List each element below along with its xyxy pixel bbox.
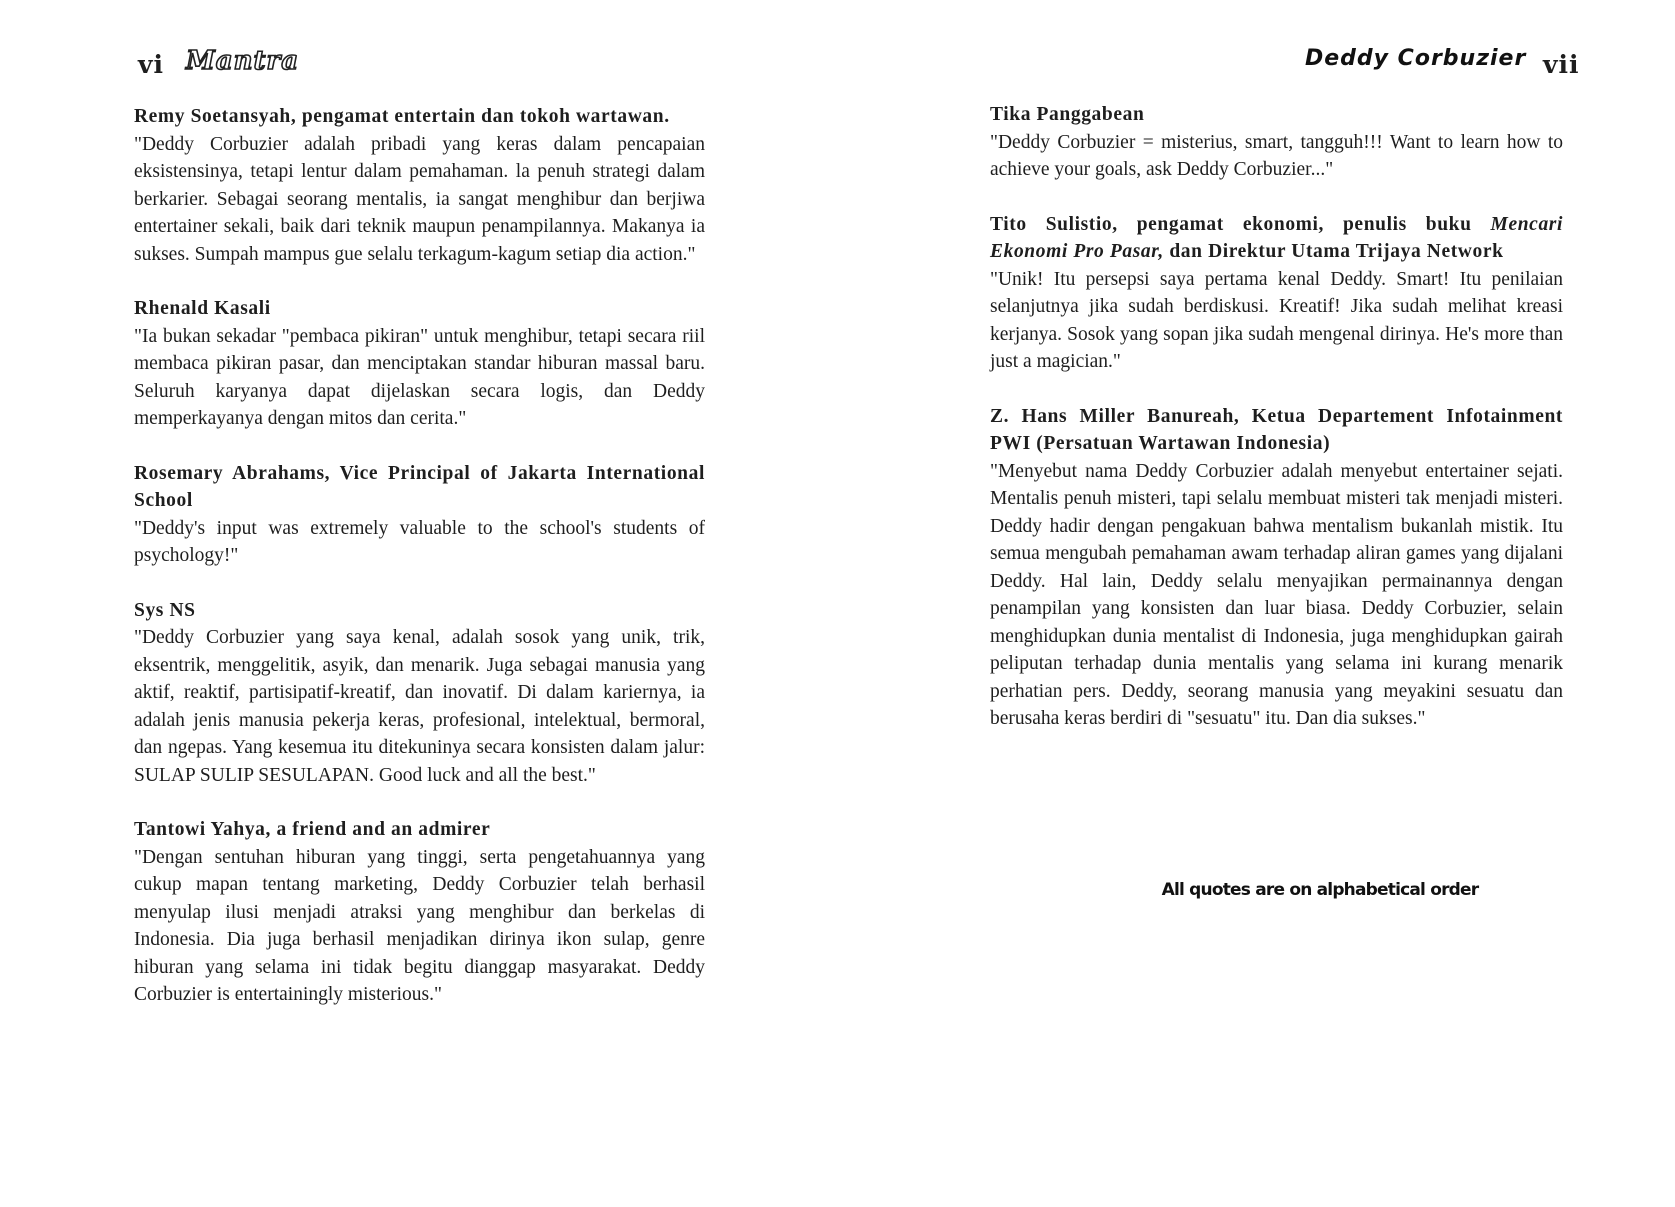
left-page-number: vi bbox=[138, 50, 165, 79]
quote-sys-ns bbox=[134, 597, 705, 790]
quote-author: Sys NS bbox=[134, 599, 196, 621]
quote-text: "Unik! Itu persepsi saya pertama kenal Deddy. Smart! Itu penilaian selanjutnya jika sudah berdiskusi. Kreatif! Jika sudah melihat kreasi kerjanya. Sosok yang sopan jika sudah mengenal dirinya. He's more than just a magician." bbox=[990, 268, 1563, 372]
quote-text: "Deddy Corbuzier = misterius, smart, tangguh!!! Want to learn how to achieve your goals, ask Deddy Corbuzier..." bbox=[990, 131, 1563, 180]
right-page-column bbox=[990, 101, 1563, 760]
book-title-running-head: Mantra bbox=[186, 46, 300, 76]
right-page-number: vii bbox=[1543, 50, 1580, 79]
book-title: Mencari Ekonomi Pro Pasar, bbox=[990, 213, 1563, 262]
alphabetical-order-note: All quotes are on alphabetical order bbox=[1161, 880, 1479, 900]
quote-hans-miller-banureah bbox=[990, 403, 1563, 733]
quote-author: Remy Soetansyah, pengamat entertain dan tokoh wartawan. bbox=[134, 106, 670, 127]
quote-tito-sulistio bbox=[990, 211, 1563, 376]
quote-author: Z. Hans Miller Banureah, Ketua Departement Infotainment PWI (Persatuan Wartawan Indonesia) bbox=[990, 405, 1563, 454]
author-suffix: dan Direktur Utama Trijaya Network bbox=[1163, 241, 1504, 262]
quote-text: "Deddy's input was extremely valuable to the school's students of psychology!" bbox=[134, 517, 705, 566]
quote-author: Tika Panggabean bbox=[990, 104, 1145, 125]
quote-remy-soetansyah bbox=[134, 103, 705, 268]
quote-text: "Dengan sentuhan hiburan yang tinggi, serta pengetahuannya yang cukup mapan tentang marketing, Deddy Corbuzier telah berhasil menyulap ilusi menjadi atraksi yang menghibur dan berkelas di Indonesia. Dia juga berhasil menjadikan dirinya ikon sulap, genre hiburan yang selama ini tidak begitu dianggap masyarakat. Deddy Corbuzier is entertainingly misterious." bbox=[134, 846, 705, 1005]
quote-rhenald-kasali bbox=[134, 295, 705, 433]
author-prefix: Tito Sulistio, pengamat ekonomi, penulis buku bbox=[990, 213, 1491, 235]
quote-text: "Deddy Corbuzier adalah pribadi yang keras dalam pencapaian eksistensinya, tetapi lentur dalam pemahaman. la penuh strategi dalam berkarier. Sebagai seorang mentalis, ia sangat menghibur dan berjiwa entertainer sekali, baik dari teknik maupun penampilannya. Makanya ia sukses. Sumpah mampus gue selalu terkagum-kagum setiap dia action." bbox=[134, 133, 705, 265]
quote-tika-panggabean bbox=[990, 101, 1563, 184]
quote-author: Tantowi Yahya, a friend and an admirer bbox=[134, 819, 491, 840]
quote-text: "Deddy Corbuzier yang saya kenal, adalah sosok yang unik, trik, eksentrik, menggelitik, asyik, dan menarik. Juga sebagai manusia yang aktif, reaktif, partisipatif-kreatif, dan inovatif. Di dalam kariernya, ia adalah jenis manusia pekerja keras, profesional, intelektual, bermoral, dan ngepas. Yang kesemua itu ditekuninya secara konsisten dalam jalur: SULAP SULIP SESULAPAN. Good luck and all the best." bbox=[134, 627, 705, 786]
quote-tantowi-yahya bbox=[134, 816, 705, 1009]
quote-author: Rhenald Kasali bbox=[134, 298, 271, 319]
quote-rosemary-abrahams bbox=[134, 460, 705, 570]
quote-author bbox=[990, 211, 1563, 266]
quote-text: "Menyebut nama Deddy Corbuzier adalah menyebut entertainer sejati. Mentalis penuh misteri, tapi selalu membuat misteri tak menjadi misteri. Deddy hadir dengan pengakuan bahwa mentalism bukanlah mistik. Itu semua mengubah pemahaman awam terhadap aliran games yang dijalani Deddy. Hal lain, Deddy selalu menyajikan permainannya dengan penampilan yang konsisten dan luar biasa. Deddy Corbuzier, selain menghidupkan dunia mentalist di Indonesia, juga menghidupkan gairah peliputan terhadap dunia mentalis yang selama ini kurang menarik perhatian pers. Deddy, seorang manusia yang meyakini sesuatu dan berusaha keras berdiri di "sesuatu" itu. Dan dia sukses." bbox=[990, 460, 1563, 729]
left-page-column bbox=[134, 103, 705, 1036]
author-running-head: Deddy Corbuzier bbox=[1305, 46, 1527, 71]
quote-author: Rosemary Abrahams, Vice Principal of Jakarta International School bbox=[134, 462, 705, 511]
quote-text: "Ia bukan sekadar "pembaca pikiran" untuk menghibur, tetapi secara riil membaca pikiran pasar, dan menciptakan standar hiburan massal baru. Seluruh karyanya dapat dijelaskan secara logis, dan Deddy memperkayanya dengan mitos dan cerita." bbox=[134, 325, 705, 429]
